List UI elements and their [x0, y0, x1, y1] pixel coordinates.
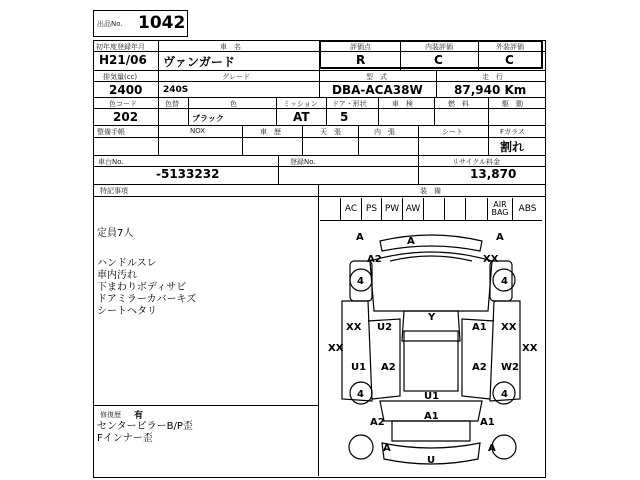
mission-value: AT — [293, 110, 310, 124]
repair-history-value: 有 — [134, 411, 144, 421]
label-u2: U2 — [377, 322, 393, 333]
label-top-right: A — [496, 232, 504, 243]
equip-pw: PW — [382, 198, 403, 220]
remark-item: 車内汚れ — [97, 270, 137, 281]
label-a1-right-1: A1 — [472, 322, 487, 333]
fuel-label: 燃 料 — [448, 100, 469, 108]
label-xx-top-right: XX — [483, 254, 499, 265]
model-label: 型 式 — [366, 73, 387, 81]
lot-number-box — [93, 10, 188, 37]
seat-label: シート — [442, 128, 463, 136]
lot-number-label: 出品No. — [97, 20, 123, 28]
nox-label: NOX — [190, 127, 206, 135]
mission-label: ミッション — [283, 100, 318, 108]
equip-ac: AC — [341, 198, 362, 220]
equip-aw: AW — [403, 198, 424, 220]
repair-item: センターピラーB/P歪 — [97, 421, 193, 432]
label-a2-bottom-left: A2 — [370, 417, 385, 428]
fglass-label: Fガラス — [500, 128, 525, 136]
doors-value: 5 — [340, 110, 349, 124]
label-xx-right-2: XX — [522, 343, 538, 354]
exterior-score-label: 外装評価 — [496, 43, 524, 51]
equip-abs: ABS — [518, 204, 537, 214]
doors-label: ドア・形状 — [332, 100, 367, 108]
fglass-value: 割れ — [500, 140, 525, 154]
remark-item: 下まわりボディサビ — [97, 282, 187, 293]
interior-lining-label: 内 張 — [374, 128, 395, 136]
label-a2-right: A2 — [472, 362, 487, 373]
roof-label: 天 張 — [320, 128, 341, 136]
capacity-text: 定員7人 — [97, 228, 134, 239]
label-xx-left-2: XX — [328, 343, 344, 354]
label-u1-center: U1 — [424, 391, 440, 402]
lot-number-value: 1042 — [138, 13, 186, 33]
color-label: 色 — [230, 100, 237, 108]
interior-score-label: 内装評価 — [425, 43, 453, 51]
remarks-list — [97, 258, 196, 318]
registration-label: 登録No. — [290, 158, 316, 166]
label-bottom-u: U — [427, 455, 436, 466]
label-tire-fl: 4 — [357, 276, 364, 287]
grade-value: 240S — [163, 85, 189, 95]
notes-label: 特記事項 — [100, 187, 128, 195]
label-top-mid: A — [407, 236, 415, 247]
label-a2-left: A2 — [381, 362, 396, 373]
repair-item: Fインナー歪 — [97, 433, 153, 444]
equip-airbag: AIR BAG — [488, 198, 513, 220]
car-damage-diagram — [320, 221, 542, 475]
label-w2: W2 — [501, 362, 519, 373]
color-value: ブラック — [192, 114, 224, 123]
remark-item: シートヘタリ — [97, 306, 157, 317]
color-change-label: 色替 — [165, 100, 179, 108]
drive-label: 駆 動 — [502, 100, 523, 108]
first-registration-value: H21/06 — [99, 53, 147, 67]
label-bottom-right: A — [488, 443, 496, 454]
recycle-value: 13,870 — [470, 167, 517, 181]
equipment-label: 装 備 — [420, 187, 441, 195]
chassis-value: -5133232 — [156, 167, 220, 181]
displacement-value: 2400 — [109, 83, 143, 97]
label-tire-fr: 4 — [501, 276, 508, 287]
remark-item: ドアミラーカバーキズ — [97, 294, 197, 305]
chassis-label: 車台No. — [98, 158, 124, 166]
car-name-value: ヴァンガード — [163, 55, 235, 69]
equipment-grid — [320, 198, 542, 221]
equip-blank2 — [445, 198, 466, 220]
label-tire-rl: 4 — [357, 389, 364, 400]
label-a1-bottom-right: A1 — [480, 417, 495, 428]
color-code-value: 202 — [113, 110, 139, 124]
recycle-label: リサイクル料金 — [452, 158, 501, 166]
model-value: DBA-ACA38W — [332, 83, 423, 97]
equip-blank3 — [466, 198, 488, 220]
equip-blank1 — [424, 198, 445, 220]
displacement-label: 排気量(cc) — [103, 73, 138, 81]
label-a2-top-left: A2 — [367, 254, 382, 265]
remark-item: ハンドルスレ — [97, 258, 157, 269]
manual-label: 整備手帳 — [97, 128, 125, 136]
history-label: 車 歴 — [260, 128, 281, 136]
equip-ps: PS — [362, 198, 382, 220]
car-name-label: 車 名 — [220, 43, 241, 51]
color-code-label: 色コード — [109, 100, 137, 108]
first-registration-label: 初年度登録年月 — [96, 43, 145, 51]
label-xx-left-1: XX — [346, 322, 362, 333]
mileage-label: 走 行 — [482, 73, 503, 81]
score-value: R — [356, 53, 366, 67]
label-xx-right-1: XX — [501, 322, 517, 333]
label-a1-center: A1 — [424, 411, 439, 422]
repair-history-label: 修復歴 — [100, 411, 121, 419]
score-label: 評価点 — [350, 43, 371, 51]
mileage-value: 87,940 Km — [454, 83, 527, 97]
label-tire-rr: 4 — [501, 389, 508, 400]
grade-label: グレード — [222, 73, 250, 81]
repair-list — [97, 421, 193, 445]
interior-score-value: C — [434, 53, 443, 67]
exterior-score-value: C — [505, 53, 514, 67]
label-top-left: A — [356, 232, 364, 243]
label-roof: Y — [428, 312, 436, 323]
label-bottom-left: A — [383, 443, 391, 454]
inspection-label: 車 検 — [392, 100, 413, 108]
label-u1-left: U1 — [351, 362, 367, 373]
